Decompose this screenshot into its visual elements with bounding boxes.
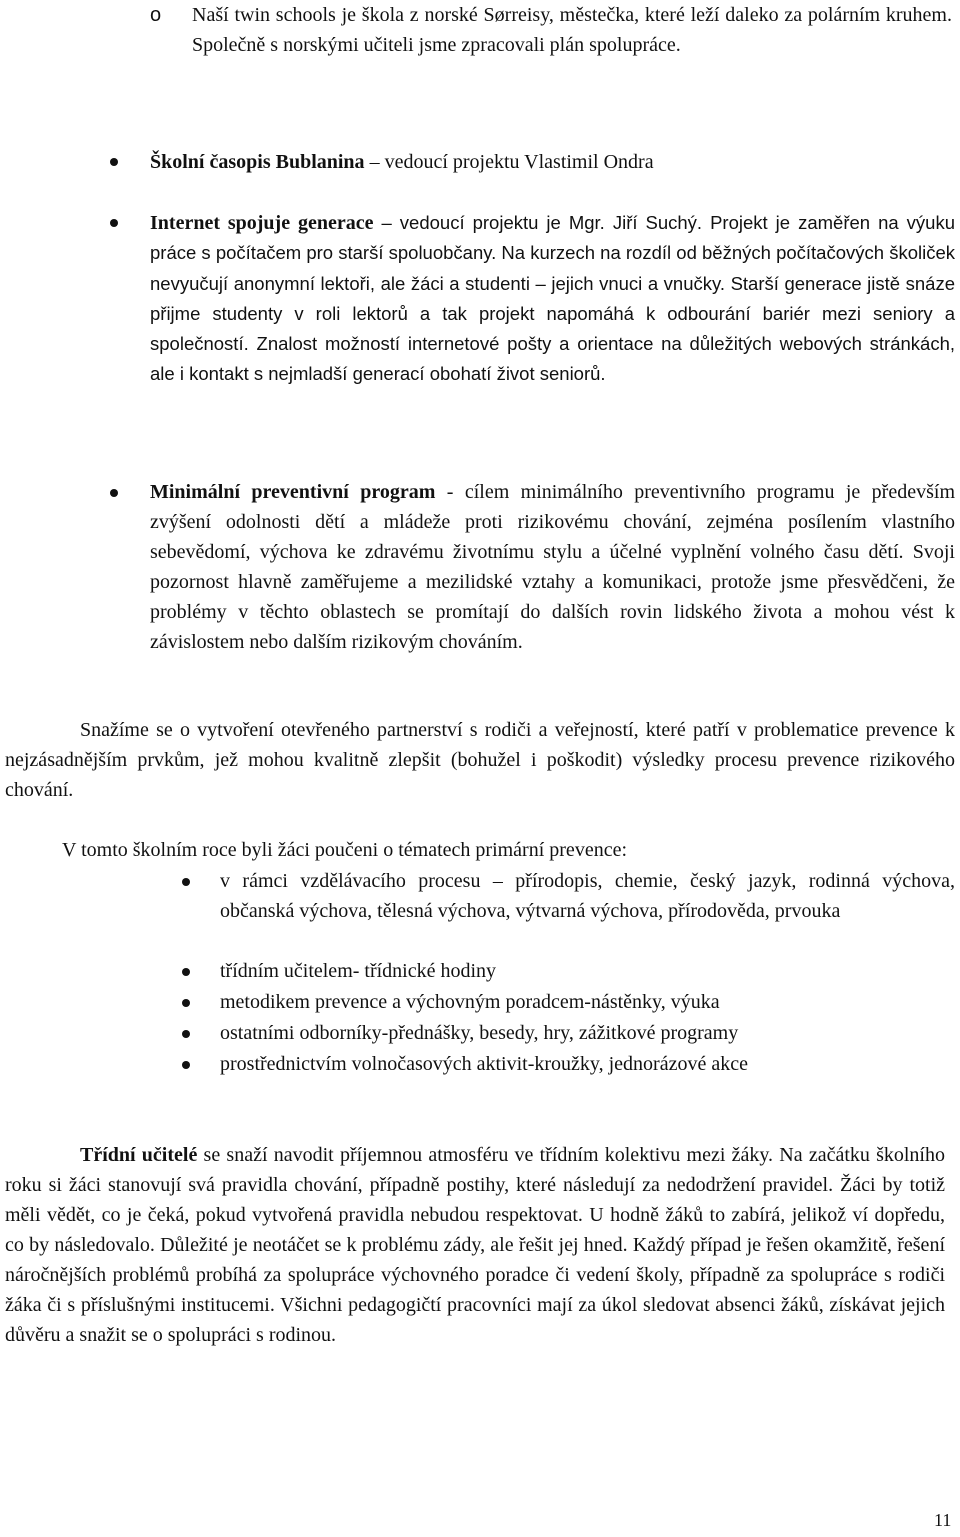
prevention-item: v rámci vzdělávacího procesu – přírodopis, chemie, český jazyk, rodinná výchova, občanská výchova, tělesná výchova, výtvarná výchova, přírodověda, prvouka [220,870,955,922]
project-internet [150,208,955,390]
project-title: Internet spojuje generace [150,212,374,234]
twin-schools-text: Naší twin schools je škola z norské Sørreisy, městečka, které leží daleko za polárním kruhem. Společně s norskými učiteli jsme zpracovali plán spolupráce. [192,4,952,56]
project-bublanina [150,147,955,177]
class-teachers-text: se snaží navodit příjemnou atmosféru ve třídním kolektivu mezi žáky. Na začátku školního roku si žáci stanovují svá pravidla chování, případně postihy, které následují za nedodržení pravidel. Žáci by totiž měli vědět, co je čeká, pokud vytvořená pravidla nebudou respektovat. U hodně žáků to zabírá, jelikož ví dopředu, co by následovalo. Důležité je neotáčet se k problému zády, ale řešit jej hned. Každý případ je řešen okamžitě, řešení náročnějších problémů probíhá za spolupráce výchovného poradce či vedení školy, případně za spolupráce s rodiči žáka či s příslušnými institucemi. Všichni pedagogičtí pracovníci mají za úkol sledovat absenci žáků, získávat jejich důvěru a snažit se o spolupráci s rodinou. [5,1144,945,1346]
prevention-item: třídním učitelem- třídnické hodiny [220,960,497,982]
bullet [110,489,118,497]
sub-list-marker: o [150,4,162,26]
bullet [110,219,118,227]
bullet [182,1061,190,1069]
class-teachers-paragraph [5,1140,945,1350]
project-description: - cílem minimálního preventivního programu je především zvýšení odolnosti dětí a mládeže proti rizikovému chování, zejména posílením vlastního sebevědomí, výchova ke zdravému životnímu stylu a účelné vyplnění volného času dětí. Svoji pozornost hlavně zaměřujeme a mezilidské vztahy a komunikaci, protože jsme přesvědčeni, že problémy v těchto oblastech se promítají do dalších rovin lidského života a mohou vést k závislostem nebo dalším rizikovým chováním. [150,481,955,653]
partnership-paragraph: Snažíme se o vytvoření otevřeného partnerství s rodiči a veřejností, které patří v problematice prevence k nejzásadnějším prvkům, jež mohou kvalitně zlepšit (bohužel i poškodit) výsledky procesu prevence rizikového chování. [5,719,955,801]
prevention-item: metodikem prevence a výchovným poradcem-nástěnky, výuka [220,991,720,1013]
prevention-item: ostatními odborníky-přednášky, besedy, hry, zážitkové programy [220,1022,739,1044]
project-description: – vedoucí projektu Vlastimil Ondra [364,151,654,173]
project-description: – vedoucí projektu je Mgr. Jiří Suchý. Projekt je zaměřen na výuku práce s počítačem pro starší spoluobčany. Na kurzech na rozdíl od běžných počítačových školiček nevyučují anonymní lektoři, ale žáci a studenti – jejich vnuci a vnučky. Starší generace jistě snáze přijme studenty v roli lektorů a tak projekt napomáhá k odbourání bariér mezi seniory a společností. Znalost možností internetové pošty a orientace na důležitých webových stránkách, ale i kontakt s nejmladší generací obohatí život seniorů. [150,212,955,385]
bullet [182,999,190,1007]
bullet [182,878,190,886]
bullet [182,1030,190,1038]
project-prevention [150,477,955,657]
class-teachers-title: Třídní učitelé [80,1144,198,1166]
project-title: Minimální preventivní program [150,481,436,503]
page-number: 11 [934,1510,952,1530]
prevention-intro: V tomto školním roce byli žáci poučeni o tématech primární prevence: [62,839,627,861]
project-title: Školní časopis Bublanina [150,151,365,173]
bullet [110,158,118,166]
prevention-item: prostřednictvím volnočasových aktivit-kroužky, jednorázové akce [220,1053,748,1075]
bullet [182,968,190,976]
